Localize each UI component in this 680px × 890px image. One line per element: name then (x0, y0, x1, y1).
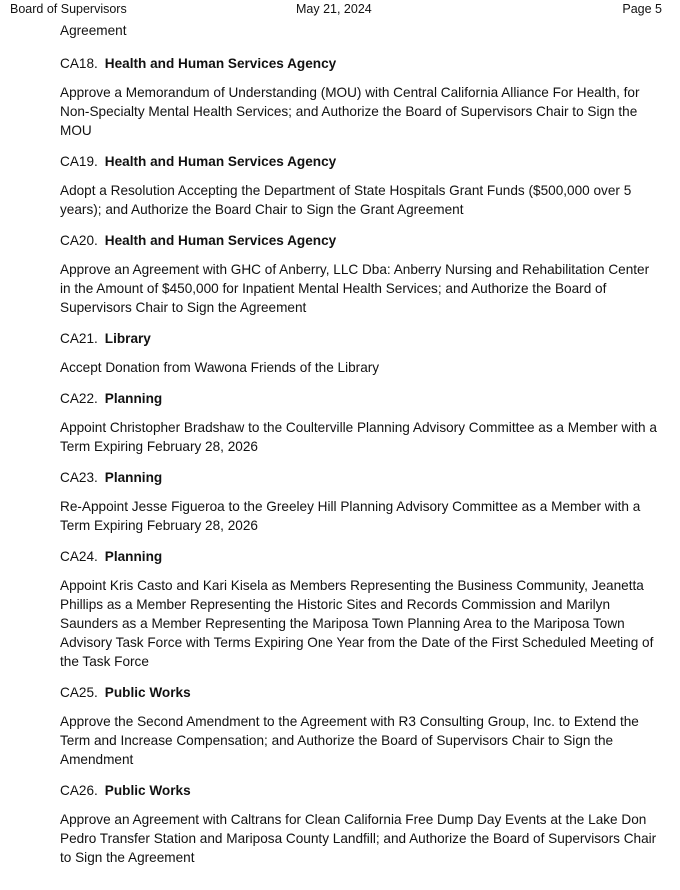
item-department: Planning (104, 470, 163, 485)
item-description: Appoint Christopher Bradshaw to the Coulterville Planning Advisory Committee as a Member with a Term Expiring February 28, 2026 (60, 420, 657, 454)
item-description: Re-Appoint Jesse Figueroa to the Greeley Hill Planning Advisory Committee as a Member with a Term Expiring February 28, 2026 (60, 499, 641, 533)
item-department: Library (104, 331, 151, 346)
item-description: Accept Donation from Wawona Friends of the Library (60, 360, 380, 375)
agenda-item-ca21 (60, 329, 660, 377)
header-board-name: Board of Supervisors (10, 2, 127, 16)
item-description: Approve the Second Amendment to the Agreement with R3 Consulting Group, Inc. to Extend the Term and Increase Compensation; and Authorize the Board of Supervisors Chair to Sign the Amendment (60, 714, 639, 767)
item-heading (60, 468, 660, 487)
header-meeting-date: May 21, 2024 (296, 2, 372, 16)
item-heading (60, 683, 660, 702)
item-number: CA22. (60, 391, 98, 406)
item-number: CA24. (60, 549, 98, 564)
item-heading (60, 231, 660, 250)
item-number: CA23. (60, 470, 98, 485)
agenda-item-ca19 (60, 152, 660, 219)
item-description: Appoint Kris Casto and Kari Kisela as Members Representing the Business Community, Jeanetta Phillips as a Member Representing the Historic Sites and Records Commission and Marilyn Saunders as a Member Representing the Mariposa Town Planning Area to the Mariposa Town Advisory Task Force with Terms Expiring One Year from the Date of the First Scheduled Meeting of the Task Force (60, 578, 654, 669)
item-description: Adopt a Resolution Accepting the Department of State Hospitals Grant Funds ($500,000 over 5 years); and Authorize the Board Chair to Sign the Grant Agreement (60, 183, 632, 217)
item-heading (60, 54, 660, 73)
item-heading (60, 389, 660, 408)
item-heading (60, 547, 660, 566)
item-number: CA20. (60, 233, 98, 248)
item-description: Approve an Agreement with GHC of Anberry, LLC Dba: Anberry Nursing and Rehabilitation Center in the Amount of $450,000 for Inpatient Mental Health Services; and Authorize the Board of Supervisors Chair to Sign the Agreement (60, 262, 650, 315)
item-number: CA25. (60, 685, 98, 700)
agenda-item-ca20 (60, 231, 660, 317)
agenda-item-ca26 (60, 781, 660, 867)
item-department: Planning (104, 391, 163, 406)
item-description: Approve an Agreement with Caltrans for Clean California Free Dump Day Events at the Lake Don Pedro Transfer Station and Mariposa County Landfill; and Authorize the Board of Supervisors Chair to Sign the Agreement (60, 812, 657, 865)
item-department: Public Works (104, 685, 191, 700)
item-department: Health and Human Services Agency (104, 56, 337, 71)
item-department: Public Works (104, 783, 191, 798)
page-header (0, 1, 680, 19)
item-number: CA26. (60, 783, 98, 798)
item-department: Health and Human Services Agency (104, 233, 337, 248)
item-heading (60, 781, 660, 800)
agenda-item-ca25 (60, 683, 660, 769)
header-page-number: Page 5 (622, 2, 662, 16)
continuation-text: Agreement (60, 23, 127, 38)
item-department: Planning (104, 549, 163, 564)
item-department: Health and Human Services Agency (104, 154, 337, 169)
agenda-content (60, 21, 660, 879)
item-description: Approve a Memorandum of Understanding (MOU) with Central California Alliance For Health, for Non-Specialty Mental Health Services; and Authorize the Board of Supervisors Chair to Sign the MOU (60, 85, 640, 138)
item-number: CA18. (60, 56, 98, 71)
agenda-item-ca23 (60, 468, 660, 535)
agenda-item-ca24 (60, 547, 660, 671)
item-number: CA19. (60, 154, 98, 169)
item-heading (60, 329, 660, 348)
agenda-item-ca18 (60, 54, 660, 140)
item-heading (60, 152, 660, 171)
item-number: CA21. (60, 331, 98, 346)
agenda-item-ca22 (60, 389, 660, 456)
